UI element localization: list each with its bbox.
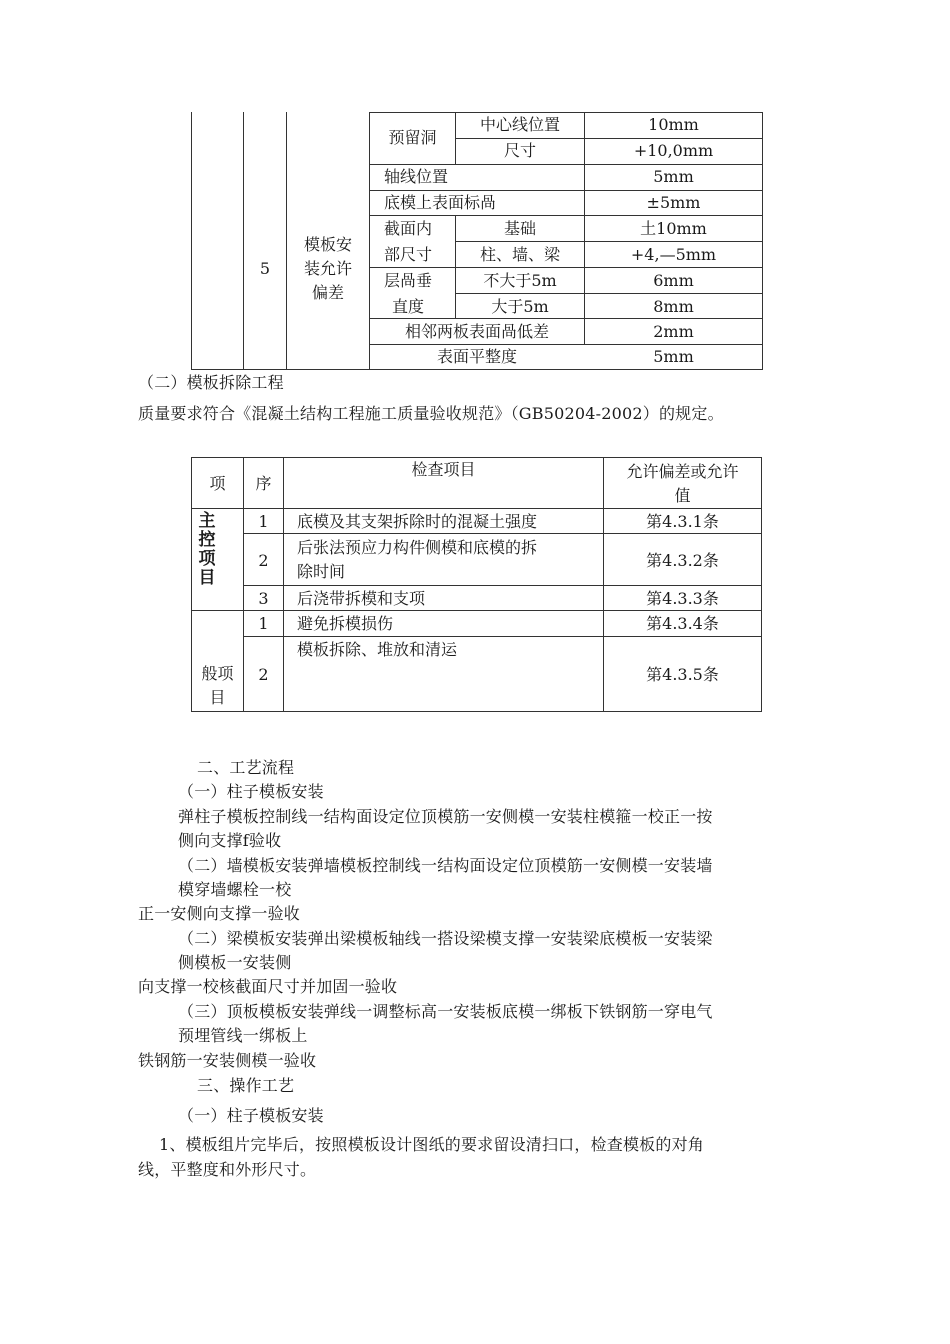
general-label-line-1: 般项	[201, 664, 234, 683]
not-over-5m-label: 不大于5m	[483, 271, 557, 290]
header-tolerance-line-1: 允许偏差或允许	[626, 462, 739, 481]
main-control-label-3: 项	[198, 549, 216, 569]
row-2-check-line-2: 除时间	[297, 562, 346, 581]
row-1-check: 底模及其支架拆除时的混凝土强度	[297, 512, 538, 531]
size-label: 尺寸	[503, 141, 536, 160]
header-check: 检查项目	[411, 460, 476, 479]
row-5-check: 模板拆除、堆放和清运	[297, 640, 458, 659]
bottom-elevation-label: 底模上表面标咼	[384, 193, 497, 212]
row-3-tolerance: 第4.3.3条	[646, 589, 719, 608]
quality-requirement: 质量要求符合《混凝土结构工程施工质量验收规范》（GB50204-2002）的规定。	[138, 404, 724, 423]
item-number: 5	[259, 259, 271, 278]
row-3-seq: 3	[258, 589, 269, 608]
main-control-label-4: 目	[198, 568, 216, 588]
column-wall-beam-tolerance: +4,—5mm	[630, 245, 717, 264]
adjacent-height-diff-label: 相邻两板表面咼低差	[404, 322, 549, 341]
beam-process-line-3: 向支撑一校核截面尺寸并加固一验收	[138, 977, 398, 996]
slab-process-line-2: 预埋管线一绑板上	[178, 1026, 308, 1045]
over-5m-tolerance: 8mm	[653, 297, 694, 316]
row-2-check-line-1: 后张法预应力构件侧模和底模的拆	[297, 538, 538, 557]
header-tolerance-line-2: 值	[674, 486, 691, 505]
header-item: 项	[209, 474, 226, 493]
preserved-hole-label: 预留洞	[388, 128, 437, 147]
row-4-check: 避免拆模损伤	[297, 614, 394, 633]
row-3-check: 后浇带拆模和支项	[297, 589, 426, 608]
row-4-tolerance: 第4.3.4条	[646, 614, 719, 633]
operation-step-1-line-1: 1、模板组片完毕后，按照模板设计图纸的要求留设清扫口，检查模板的对角	[159, 1135, 704, 1154]
row-4-seq: 1	[258, 614, 269, 633]
not-over-5m-tolerance: 6mm	[653, 271, 694, 290]
general-label-line-2: 目	[209, 688, 226, 707]
row-2-tolerance: 第4.3.2条	[646, 551, 719, 570]
header-seq: 序	[255, 474, 272, 493]
operation-step-1-line-2: 线，平整度和外形尺寸。	[138, 1160, 317, 1179]
foundation-tolerance: 土10mm	[640, 219, 707, 238]
bottom-elevation-tolerance: ±5mm	[646, 193, 701, 212]
item-name-line-3: 偏差	[311, 283, 344, 302]
section-removal-heading: （二）模板拆除工程	[138, 373, 284, 392]
center-line-tolerance: 10mm	[648, 115, 699, 134]
surface-flatness-tolerance: 5mm	[653, 347, 694, 366]
row-1-seq: 1	[258, 512, 269, 531]
item-name-line-1: 模板安	[303, 235, 352, 254]
beam-process-line-2: 侧模板一安装侧	[178, 953, 292, 972]
size-tolerance: +10,0mm	[633, 141, 714, 160]
beam-process-line-1: （二）梁模板安装弹出梁模板轴线一搭设梁模支撑一安装梁底模板一安装梁	[178, 929, 713, 948]
main-control-label-2: 控	[198, 530, 216, 550]
operation-heading: 三、操作工艺	[197, 1076, 295, 1095]
wall-process-line-2: 模穿墙螺栓一校	[178, 880, 292, 899]
column-process-line-1: 弹柱子模板控制线一结构面设定位顶模筋一安侧模一安装柱模箍一校正一按	[178, 807, 713, 826]
axis-tolerance: 5mm	[653, 167, 694, 186]
slab-process-line-1: （三）顶板模板安装弹线一调整标高一安装板底模一绑板下铁钢筋一穿电气	[178, 1002, 713, 1021]
row-1-tolerance: 第4.3.1条	[646, 512, 719, 531]
column-formwork-heading: （一）柱子模板安装	[178, 782, 324, 801]
storey-vertical-line-2: 直度	[392, 297, 425, 316]
axis-position-label: 轴线位置	[384, 167, 449, 186]
item-name-line-2: 装允许	[303, 259, 352, 278]
row-2-seq: 2	[258, 551, 269, 570]
row-5-seq: 2	[258, 665, 269, 684]
adjacent-height-diff-tolerance: 2mm	[653, 322, 694, 341]
storey-vertical-line-1: 层咼垂	[384, 271, 433, 290]
section-size-line-1: 截面内	[384, 219, 433, 238]
operation-column-heading: （一）柱子模板安装	[178, 1106, 324, 1125]
column-wall-beam-label: 柱、墙、梁	[479, 245, 560, 264]
main-control-label-1: 主	[198, 511, 216, 531]
over-5m-label: 大于5m	[491, 297, 549, 316]
foundation-label: 基础	[503, 219, 536, 238]
section-size-line-2: 部尺寸	[384, 245, 433, 264]
surface-flatness-label: 表面平整度	[436, 347, 517, 366]
slab-process-line-3: 铁钢筋一安装侧模一验收	[138, 1051, 317, 1070]
wall-process-line-3: 正一安侧向支撑一验收	[138, 904, 301, 923]
column-process-line-2: 侧向支撑f验收	[178, 831, 282, 850]
wall-process-line-1: （二）墙模板安装弹墙模板控制线一结构面设定位顶模筋一安侧模一安装墙	[178, 856, 713, 875]
center-line-position-label: 中心线位置	[479, 115, 560, 134]
row-5-tolerance: 第4.3.5条	[646, 665, 719, 684]
process-heading: 二、工艺流程	[197, 758, 295, 777]
